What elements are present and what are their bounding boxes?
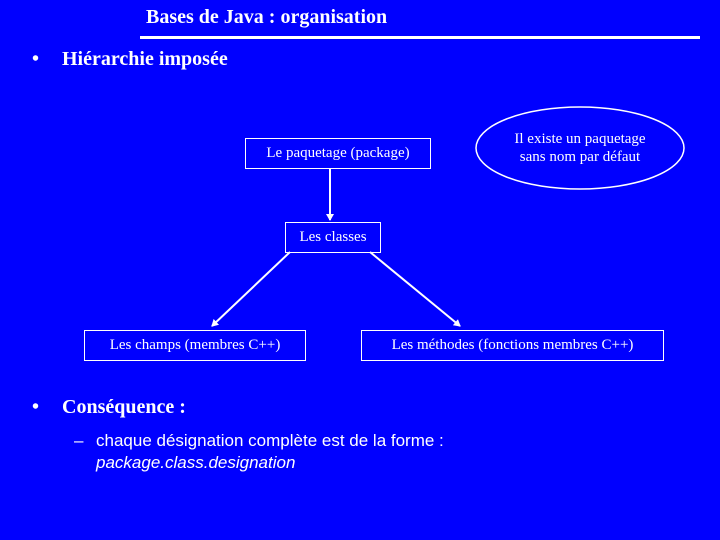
bullet-consequence-text: Conséquence :: [62, 396, 186, 418]
bullet-dot: •: [32, 48, 40, 70]
default-package-note: [476, 107, 684, 189]
note-line-2: sans nom par défaut: [519, 149, 641, 165]
note-line-1: Il existe un paquetage: [514, 131, 646, 147]
bullet-hierarchy-text: Hiérarchie imposée: [62, 48, 228, 70]
fields-box: Les champs (membres C++): [84, 330, 306, 361]
arrow-classes-to-methods: [370, 252, 460, 326]
package-box: Le paquetage (package): [245, 138, 431, 169]
sub-point-text: chaque désignation complète est de la forme :: [96, 431, 444, 450]
designation-format: package.class.designation: [96, 453, 296, 472]
bullet-dot: •: [32, 396, 40, 418]
bullet-consequence: [32, 396, 186, 419]
slide-title: Bases de Java : organisation: [146, 6, 388, 28]
arrow-classes-to-fields: [212, 252, 290, 326]
sub-point-dash: –: [74, 431, 84, 450]
sub-point: [74, 430, 444, 474]
classes-box: Les classes: [285, 222, 381, 253]
methods-box: Les méthodes (fonctions membres C++): [361, 330, 664, 361]
